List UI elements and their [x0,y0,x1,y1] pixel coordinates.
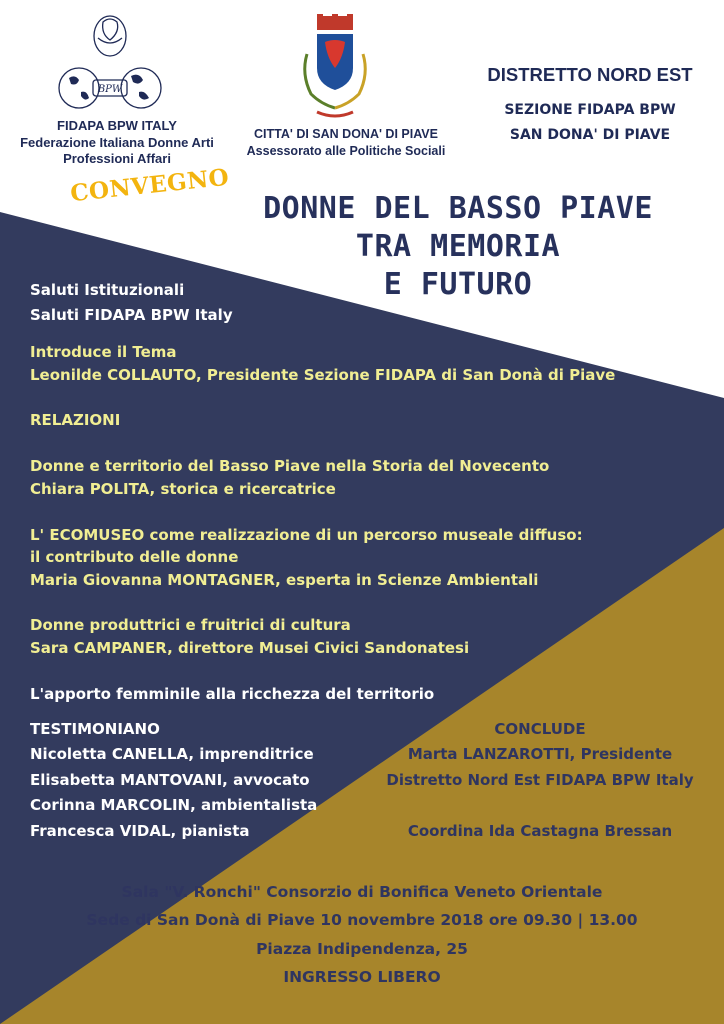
city-line-2: Assessorato alle Politiche Sociali [246,144,446,158]
venue-line-2: Sede di San Donà di Piave 10 novembre 2018 ore 09.30 | 13.00 [86,911,638,929]
saluti-istituzionali: Saluti Istituzionali [30,281,185,299]
testimone-3: Corinna MARCOLIN, ambientalista [30,796,318,814]
relazioni-heading: RELAZIONI [30,411,121,429]
fidapa-caption [12,118,222,168]
talk1-title: Donne e territorio del Basso Piave nella Storia del Novecento [30,457,550,475]
conclude-line-1: Marta LANZAROTTI, Presidente [407,745,673,763]
convegno-label: CONVEGNO [69,163,231,208]
talk2-title-1: L' ECOMUSEO come realizzazione di un percorso museale diffuso: [30,526,583,544]
talk1-speaker: Chiara POLITA, storica e ricercatrice [30,480,336,498]
title-line-2: TRA MEMORIA [355,229,561,264]
sezione-caption [470,98,710,148]
fidapa-line-3: Professioni Affari [63,151,171,166]
saluti-fidapa: Saluti FIDAPA BPW Italy [30,306,233,324]
title-line-3: E FUTURO [383,267,533,302]
sezione-line-2: SAN DONA' DI PIAVE [509,127,671,143]
venue-line-3: Piazza Indipendenza, 25 [256,940,468,958]
testimone-1: Nicoletta CANELLA, imprenditrice [30,745,314,763]
coordina-line: Coordina Ida Castagna Bressan [407,822,673,840]
title-line-1: DONNE DEL BASSO PIAVE [263,191,653,226]
venue-line-1: Sala "V. Ronchi" Consorzio di Bonifica Veneto Orientale [121,883,603,901]
bpw-logo-text: BPW [97,84,123,95]
testimone-4: Francesca VIDAL, pianista [30,822,250,840]
talk3-speaker: Sara CAMPANER, direttore Musei Civici Sandonatesi [30,639,470,657]
conclude-heading: CONCLUDE [494,720,586,738]
talk2-speaker: Maria Giovanna MONTAGNER, esperta in Scienze Ambientali [30,571,539,589]
city-caption [232,126,460,160]
fidapa-line-1: FIDAPA BPW ITALY [57,118,177,133]
main-title [226,190,690,304]
conclude-line-2: Distretto Nord Est FIDAPA BPW Italy [386,771,694,789]
apporto-femminile: L'apporto femminile alla ricchezza del territorio [30,685,435,703]
sezione-line-1: SEZIONE FIDAPA BPW [504,102,676,118]
talk3-title: Donne produttrici e fruitrici di cultura [30,616,351,634]
introduce-heading: Introduce il Tema [30,343,177,361]
fidapa-bpw-logo [55,8,165,116]
ingresso-libero: INGRESSO LIBERO [283,968,441,986]
talk2-title-2: il contributo delle donne [30,548,239,566]
city-crest-icon [287,14,383,124]
introduce-speaker: Leonilde COLLAUTO, Presidente Sezione FIDAPA di San Donà di Piave [30,366,616,384]
district-title: DISTRETTO NORD EST [487,64,693,85]
fidapa-line-2: Federazione Italiana Donne Arti [20,134,214,150]
testimone-2: Elisabetta MANTOVANI, avvocato [30,771,310,789]
testimoniano-heading: TESTIMONIANO [30,720,160,738]
city-line-1: CITTA' DI SAN DONA' DI PIAVE [254,127,438,141]
